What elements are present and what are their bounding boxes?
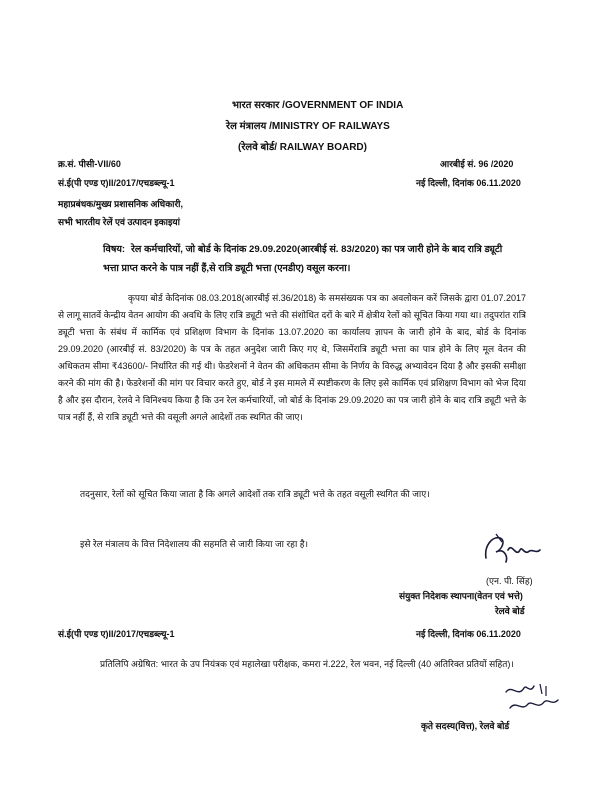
subject-block: [103, 240, 505, 278]
subject-label: विषय:: [103, 244, 126, 255]
body-paragraph-1: कृपया बोर्ड केदिनांक 08.03.2018(आरबीई सं.36/2018) के समसंख्यक पत्र का अवलोकन करें जिसके द्वारा 01.07.2017 से लागू सातवें केन्द्रीय वेतन आयोग की अवधि के लिए रात्रि ड्यूटी भत्ते की संशोधित दरों के बारे में क्षेत्रीय रेलों को सूचित किया गया था। तदुपरांत रात्रि ड्यूटी भत्ता के संबंध में कार्मिक एवं प्रशिक्षण विभाग के दिनांक 13.07.2020 का कार्यालय ज्ञापन के जारी होने के बाद, बोर्ड के दिनांक 29.09.2020 (आरबीई सं. 83/2020) के पत्र के तहत अनुदेश जारी किए गए थे, जिसमेंरात्रि ड्यूटी भत्ता का पात्र होने के लिए मूल वेतन की अधिकतम सीमा ₹43600/- निर्धारित की गई थी। फेडरेशनों ने वेतन की अधिकतम सीमा के निर्णय के विरुद्ध अभ्यावेदन दिया है और इसकी समीक्षा करने की मांग की है। फेडरेशनों की मांग पर विचार करते हुए, बोर्ड ने इस मामले में स्पष्टीकरण के लिए इसे कार्मिक एवं प्रशिक्षण विभाग को भेज दिया है और इस दौरान, रेलवे ने विनिश्चय किया है कि उन रेल कर्मचारियों, जो बोर्ड के दिनांक 29.09.2020 का पत्र जारी होने के बाद रात्रि ड्यूटी भत्ते के पात्र नहीं हैं, से रात्रि ड्यूटी भत्ते की वसूली अगले आदेशों तक स्थगित की जाए।: [58, 293, 527, 422]
rbe-number: आरबीई सं. 96 /2020: [440, 159, 514, 169]
header-ministry: रेल मंत्रालय /MINISTRY OF RAILWAYS: [226, 121, 390, 132]
footer-file-number: सं.ई(पी एण्ड ए)II/2017/एचडब्ल्यू-1: [58, 629, 175, 639]
signatory-designation: संयुक्त निदेशक स्थापना(वेतन एवं भत्ते): [399, 591, 523, 601]
body-paragraph-2: तदनुसार, रेलों को सूचित किया जाता है कि अगले आदेशों तक रात्रि ड्यूटी भत्ते के तहत वसूली स्थगित की जाए।: [80, 489, 430, 499]
signature-scribble-icon: [478, 528, 548, 572]
body-paragraph-3: इसे रेल मंत्रालय के वित्त निदेशालय की सहमति से जारी किया जा रहा है।: [80, 539, 308, 549]
addressee-line-1: महाप्रबंधक/मुख्य प्रशासनिक अधिकारी,: [58, 199, 183, 209]
issue-date: नई दिल्ली, दिनांक 06.11.2020: [416, 178, 521, 188]
ref-number-left: क्र.सं. पीसी-VII/60: [58, 159, 121, 169]
signatory-name: (एन. पी. सिंह): [486, 576, 533, 586]
header-government: भारत सरकार /GOVERNMENT OF INDIA: [232, 100, 404, 111]
copy-forwarded-text: प्रतिलिपि अग्रेषित: भारत के उप नियंत्रक एवं महालेखा परीक्षक, कमरा नं.222, रेल भवन, नई दिल्ली (40 अतिरिक्त प्रतियों सहित)।: [100, 659, 514, 669]
header-board: (रेलवे बोर्ड/ RAILWAY BOARD): [238, 142, 367, 153]
addressee-line-2: सभी भारतीय रेलें एवं उत्पादन इकाइयां: [58, 217, 180, 227]
initials-scribble-icon: [500, 678, 562, 720]
copy-signoff: कृते सदस्य(वित्त), रेलवे बोर्ड: [421, 721, 510, 731]
file-number: सं.ई(पी एण्ड ए)II/2017/एचडब्ल्यू-1: [58, 178, 175, 188]
footer-date: नई दिल्ली, दिनांक 06.11.2020: [416, 629, 521, 639]
subject-text: रेल कर्मचारियों, जो बोर्ड के दिनांक 29.09.2020(आरबीई सं. 83/2020) का पत्र जारी होने के बाद रात्रि ड्यूटी भत्ता प्राप्त करने के पात्र नहीं हैं,से रात्रि ड्यूटी भत्ता (एनडीए) वसूल करना।: [103, 244, 503, 274]
signatory-office: रेलवे बोर्ड: [495, 606, 525, 616]
